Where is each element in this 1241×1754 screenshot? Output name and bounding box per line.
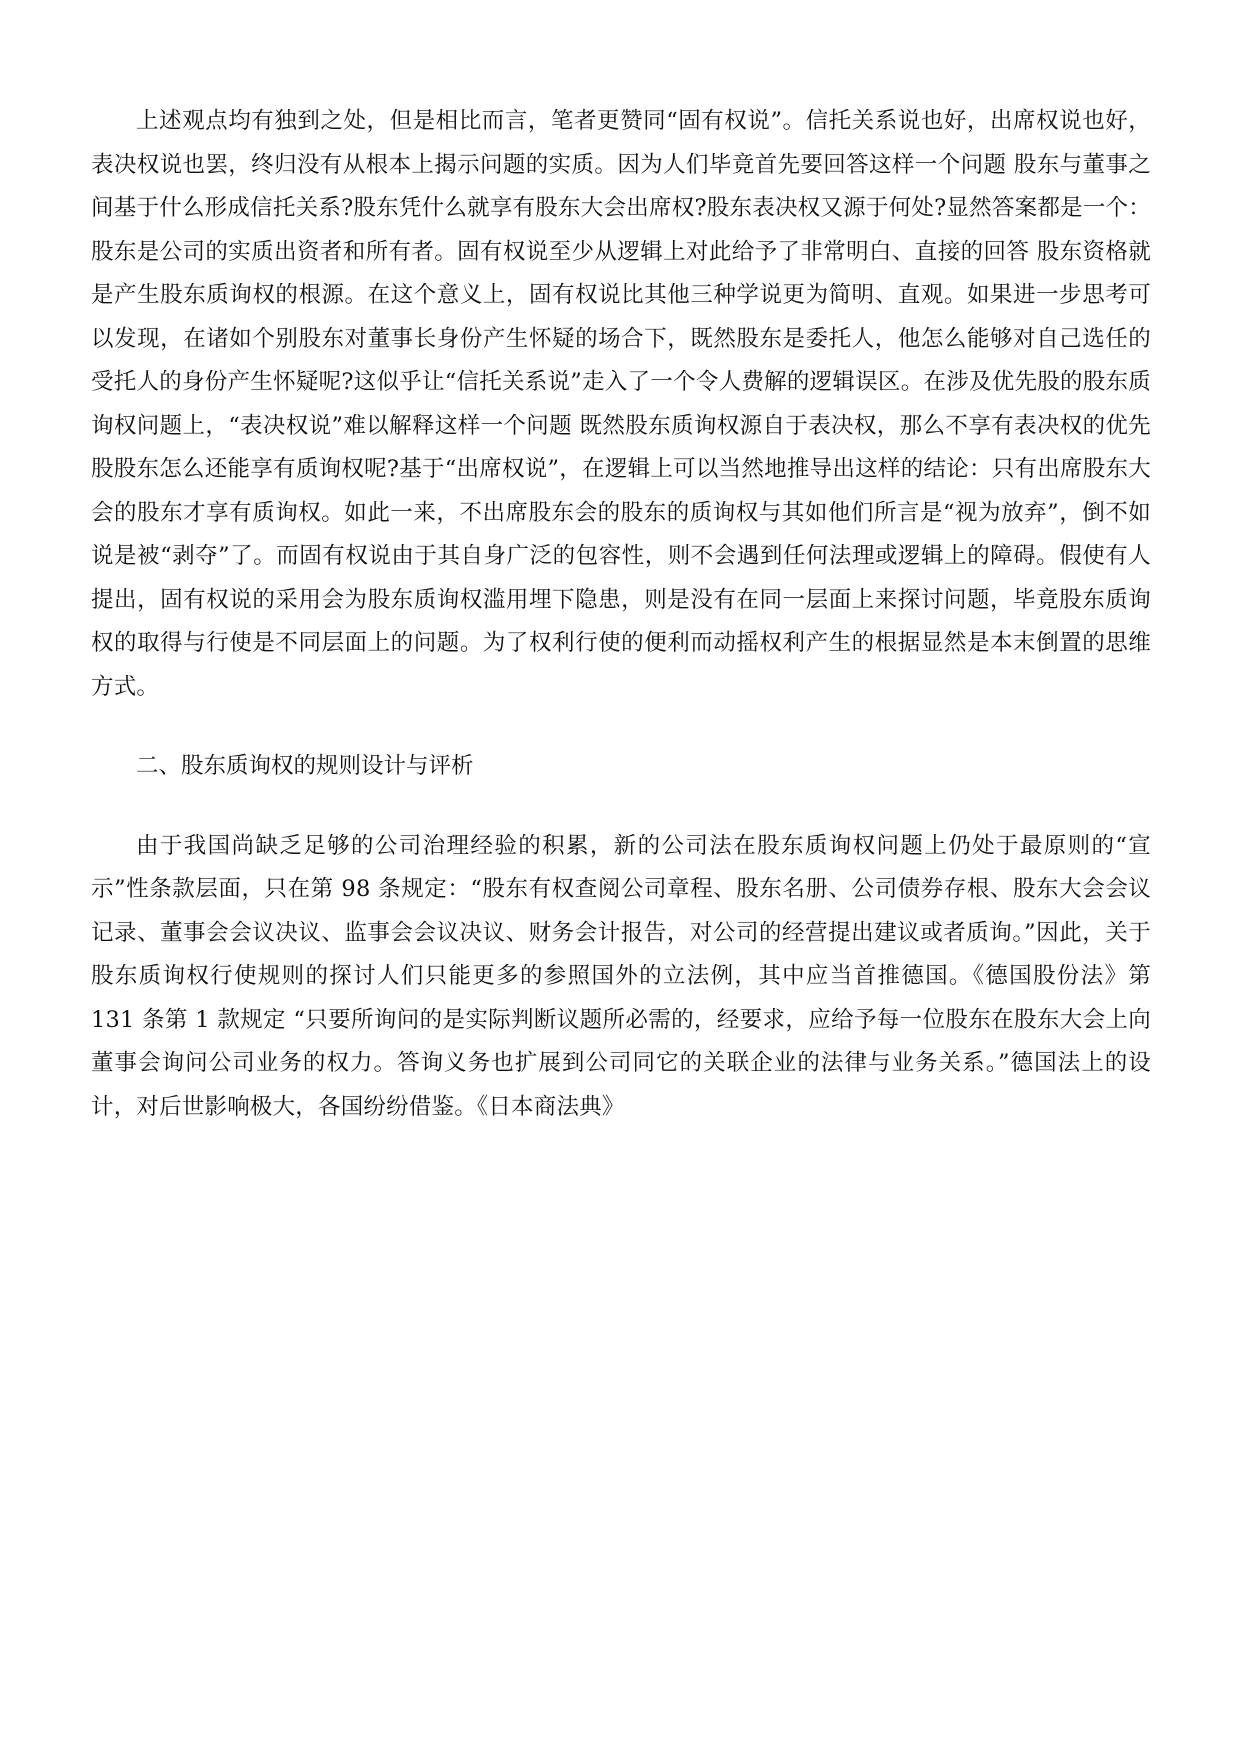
- body-paragraph-2: 由于我国尚缺乏足够的公司治理经验的积累，新的公司法在股东质询权问题上仍处于最原则的“宣示”性条款层面，只在第 98 条规定：“股东有权查阅公司章程、股东名册、公司债券存根、股东大会会议记录、董事会会议决议、监事会会议决议、财务会计报告，对公司的经营提出建议或者质询。”因此，关于股东质询权行使规则的探讨人们只能更多的参照国外的立法例，其中应当首推德国。《德国股份法》第 131 条第 1 款规定 “只要所询问的是实际判断议题所必需的，经要求，应给予每一位股东在股东大会上向董事会询问公司业务的权力。答询义务也扩展到公司同它的关联企业的法律与业务关系。”德国法上的设计，对后世影响极大，各国纷纷借鉴。《日本商法典》: [91, 832, 1151, 1120]
- section-heading: 二、股东质询权的规则设计与评析: [136, 753, 474, 779]
- document-body: [91, 100, 1151, 1129]
- body-paragraph-1: 上述观点均有独到之处，但是相比而言，笔者更赞同“固有权说”。信托关系说也好，出席权说也好，表决权说也罢，终归没有从根本上揭示问题的实质。因为人们毕竟首先要回答这样一个问题 股东与董事之间基于什么形成信托关系?股东凭什么就享有股东大会出席权?股东表决权又源于何处?显然答案都是一个：股东是公司的实质出资者和所有者。固有权说至少从逻辑上对此给予了非常明白、直接的回答 股东资格就是产生股东质询权的根源。在这个意义上，固有权说比其他三种学说更为简明、直观。如果进一步思考可以发现，在诸如个别股东对董事长身份产生怀疑的场合下，既然股东是委托人，他怎么能够对自己选任的受托人的身份产生怀疑呢?这似乎让“信托关系说”走入了一个令人费解的逻辑误区。在涉及优先股的股东质询权问题上，“表决权说”难以解释这样一个问题 既然股东质询权源自于表决权，那么不享有表决权的优先股股东怎么还能享有质询权呢?基于“出席权说”，在逻辑上可以当然地推导出这样的结论：只有出席股东大会的股东才享有质询权。如此一来，不出席股东会的股东的质询权与其如他们所言是“视为放弃”，倒不如说是被“剥夺”了。而固有权说由于其自身广泛的包容性，则不会遇到任何法理或逻辑上的障碍。假使有人提出，固有权说的采用会为股东质询权滥用埋下隐患，则是没有在同一层面上来探讨问题，毕竟股东质询权的取得与行使是不同层面上的问题。为了权利行使的便利而动摇权利产生的根据显然是本末倒置的思维方式。: [91, 108, 1151, 700]
